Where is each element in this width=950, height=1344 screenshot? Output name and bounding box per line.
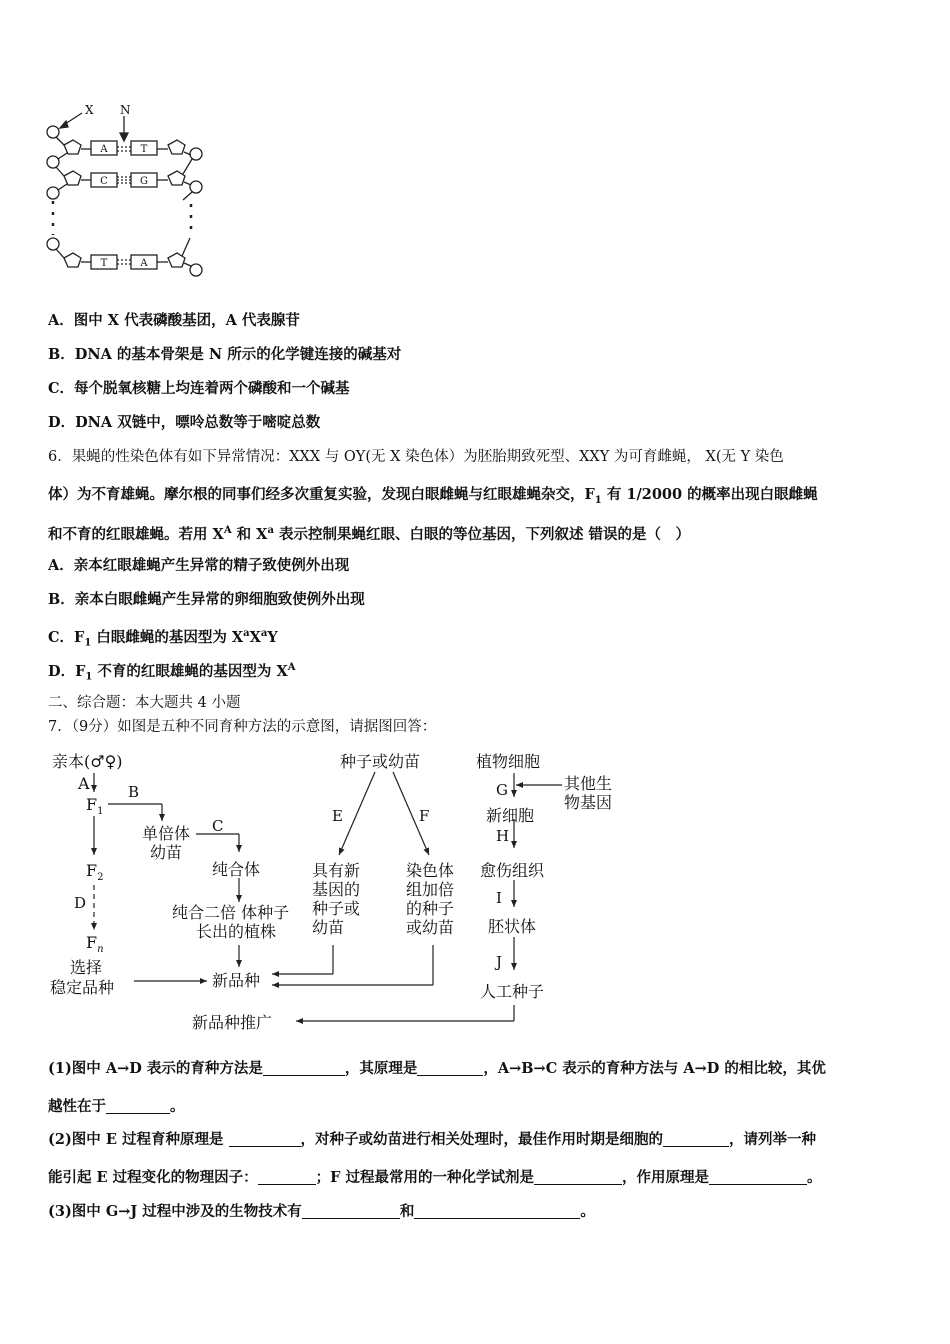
step-b-label: B — [128, 783, 140, 801]
phosphate-circle — [47, 238, 59, 250]
embryoid-label: 胚状体 — [488, 917, 537, 936]
q5-option-d: D．DNA 双链中，嘌呤总数等于嘧啶总数 — [48, 414, 321, 431]
mutation-result-1: 具有新 — [312, 861, 361, 880]
answer-blank[interactable] — [709, 1170, 807, 1185]
haploid-label-1: 单倍体 — [142, 824, 191, 843]
select-label-2: 稳定品种 — [50, 978, 115, 997]
base-label: T — [100, 258, 108, 269]
plant-cell-label: 植物细胞 — [476, 752, 541, 771]
answer-blank[interactable] — [263, 1061, 345, 1076]
q6-option-d: D．$F_1$ 不育的红眼雄蝇的基因型为 $X^A$ — [48, 662, 296, 683]
q6-option-a: A．亲本红眼雄蝇产生异常的精子致使例外出现 — [48, 557, 350, 574]
callus-label: 愈伤组织 — [480, 861, 545, 880]
f2-label: $F_2$ — [86, 861, 104, 883]
phosphate-circle — [190, 264, 202, 276]
step-h-label: H — [496, 827, 510, 845]
q7-part2-line1: (2)图中 E 过程育种原理是 ，对种子或幼苗进行相关处理时，最佳作用时期是细胞的 ，请列举一种 — [48, 1131, 817, 1148]
deoxyribose-pentagon — [64, 140, 81, 154]
step-a-label: A — [78, 774, 90, 793]
mutation-result-4: 幼苗 — [312, 918, 345, 937]
step-e-label: E — [332, 807, 343, 825]
q5-option-b: B．DNA 的基本骨架是 N 所示的化学键连接的碱基对 — [48, 346, 402, 363]
answer-blank[interactable] — [229, 1132, 301, 1147]
q7-part2-line2: 能引起 E 过程变化的物理因子： ；F 过程最常用的一种化学试剂是 ，作用原理是 。 — [48, 1169, 822, 1186]
phosphate-circle — [47, 156, 59, 168]
q5-option-a: A．图中 X 代表磷酸基团，A 代表腺苷 — [48, 312, 300, 329]
seed-seedling-label: 种子或幼苗 — [340, 752, 421, 771]
section2-title: 二、综合题：本大题共 4 小题 — [48, 695, 241, 711]
deoxyribose-pentagon — [168, 171, 185, 185]
promotion-label: 新品种推广 — [192, 1013, 273, 1032]
phosphate-circle — [190, 148, 202, 160]
answer-blank[interactable] — [534, 1170, 622, 1185]
base-label: T — [140, 144, 148, 155]
answer-blank[interactable] — [417, 1061, 483, 1076]
polyploid-result-3: 的种子 — [406, 899, 455, 918]
answer-blank[interactable] — [258, 1170, 316, 1185]
q6-stem-line3: 和不育的红眼雄蝇。若用 $X^A$ 和 $X^a$ 表示控制果蝇红眼、白眼的等位基因，下列叙述 错误的是（ ） — [48, 525, 691, 543]
other-gene-label-2: 物基因 — [564, 793, 613, 812]
q6-option-c: C．$F_1$ 白眼雌蝇的基因型为 $X^aX^aY$ — [48, 628, 278, 649]
step-g-label: G — [496, 781, 508, 799]
polyploid-result-4: 或幼苗 — [406, 918, 455, 937]
dna-structure-figure — [40, 100, 220, 285]
answer-blank[interactable] — [414, 1204, 580, 1219]
q7-part3: (3)图中 G→J 过程中涉及的生物技术有 和 。 — [48, 1203, 595, 1220]
answer-blank[interactable] — [302, 1204, 400, 1219]
label-x: X — [85, 103, 94, 117]
answer-blank[interactable] — [106, 1099, 170, 1114]
mutation-result-2: 基因的 — [312, 880, 361, 899]
deoxyribose-pentagon — [168, 140, 185, 154]
fn-label: $F_n$ — [86, 933, 104, 955]
other-gene-label-1: 其他生 — [564, 774, 613, 793]
deoxyribose-pentagon — [64, 171, 81, 185]
base-label: A — [140, 258, 148, 269]
q7-part1-line1: (1)图中 A→D 表示的育种方法是 ，其原理是 ，A→B→C 表示的育种方法与 A→D 的相比较，其优 — [48, 1060, 826, 1077]
polyploid-result-1: 染色体 — [406, 861, 455, 880]
parent-label: 亲本(♂♀) — [52, 752, 123, 771]
label-n: N — [120, 103, 131, 117]
q5-option-c: C．每个脱氧核糖上均连着两个磷酸和一个碱基 — [48, 380, 350, 397]
diploid-label-2: 长出的植株 — [196, 922, 277, 941]
phosphate-circle — [190, 181, 202, 193]
answer-blank[interactable] — [663, 1132, 729, 1147]
haploid-label-2: 幼苗 — [150, 843, 183, 862]
base-label: A — [100, 144, 108, 155]
pure-line-label: 纯合体 — [212, 860, 261, 879]
step-d-label: D — [74, 894, 87, 912]
polyploid-result-2: 组加倍 — [406, 880, 455, 899]
breeding-methods-diagram — [44, 745, 644, 1035]
q6-stem-line2: 体）为不育雄蝇。摩尔根的同事们经多次重复实验，发现白眼雌蝇与红眼雄蝇杂交，$F_1$ 有 1/2000 的概率出现白眼雌蝇 — [48, 486, 818, 506]
f1-label: $F_1$ — [86, 795, 104, 817]
q7-intro: 7．（9分）如图是五种不同育种方法的示意图，请据图回答： — [48, 719, 437, 735]
base-label: C — [100, 176, 108, 187]
diploid-label-1: 纯合二倍 体种子 — [172, 903, 290, 922]
select-label-1: 选择 — [70, 958, 103, 977]
q6-stem-line1: 6．果蝇的性染色体有如下异常情况：XXX 与 OY(无 X 染色体）为胚胎期致死型、XXY 为可育雌蝇， X(无 Y 染色 — [48, 449, 784, 465]
base-label: G — [140, 176, 148, 187]
step-c-label: C — [212, 817, 224, 835]
mutation-result-3: 种子或 — [312, 899, 361, 918]
artificial-seed-label: 人工种子 — [480, 982, 545, 1001]
step-i-label: I — [496, 889, 502, 907]
phosphate-circle — [47, 126, 59, 138]
deoxyribose-pentagon — [64, 253, 81, 267]
new-variety-label: 新品种 — [212, 971, 261, 990]
q6-option-b: B．亲本白眼雌蝇产生异常的卵细胞致使例外出现 — [48, 591, 365, 608]
phosphate-circle — [47, 187, 59, 199]
step-f-label: F — [419, 807, 430, 825]
new-cell-label: 新细胞 — [486, 806, 535, 825]
q7-part1-line2: 越性在于 。 — [48, 1098, 185, 1115]
step-j-label: J — [496, 953, 503, 971]
